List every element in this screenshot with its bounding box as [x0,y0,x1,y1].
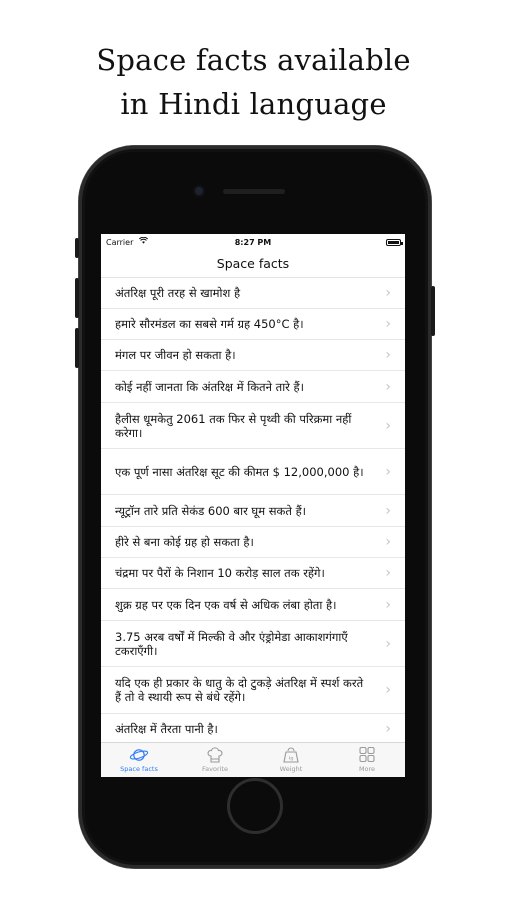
clock: 8:27 PM [234,238,272,247]
tab-more[interactable] [329,743,405,777]
app-screen [101,234,405,777]
nav-title: Space facts [216,256,290,271]
weight-icon [281,746,301,764]
chevron-right-icon: › [385,721,391,737]
tab-label: Weight [279,765,303,773]
svg-text:kg: kg [288,755,294,761]
volume-up-button [75,278,79,318]
tab-weight[interactable] [253,743,329,777]
fact-row[interactable] [101,278,405,309]
home-button[interactable] [227,778,283,834]
carrier-label: Carrier [106,238,134,247]
chevron-right-icon: › [385,417,391,434]
fact-text: न्यूट्रॉन तारे प्रति सेकंड 600 बार घूम सकते हैं। [115,503,307,518]
chevron-right-icon: › [385,596,391,613]
grid-icon [357,746,377,764]
fact-row[interactable] [101,589,405,621]
fact-row[interactable] [101,309,405,340]
fact-text: हमारे सौरमंडल का सबसे गर्म ग्रह 450°C है। [115,317,304,331]
chevron-right-icon: › [385,682,391,698]
fact-row[interactable] [101,495,405,527]
promo-headline [0,38,507,126]
fact-row[interactable] [101,340,405,371]
battery-icon [386,239,401,246]
fact-text: यदि एक ही प्रकार के धातु के दो टुकड़े अंतरिक्ष में स्पर्श करते हैं तो वे स्थायी रूप से बंधे रहेंगे। [115,676,364,704]
tab-label: Favorite [202,765,228,773]
planet-icon [129,746,149,764]
tab-space-facts[interactable] [101,743,177,777]
power-button [431,286,435,336]
earpiece-speaker [223,189,285,194]
tab-label: Space facts [120,765,158,773]
fact-row[interactable] [101,403,405,449]
fact-text: चंद्रमा पर पैरों के निशान 10 करोड़ साल तक रहेंगे। [115,566,325,580]
fact-text: हैलीस धूमकेतु 2061 तक फिर से पृथ्वी की परिक्रमा नहीं करेगा। [115,411,352,440]
fact-row[interactable] [101,527,405,558]
chevron-right-icon: › [385,316,391,332]
fact-text: 3.75 अरब वर्षों में मिल्की वे और एंड्रोमेडा आकाशगंगाएँ टकराएँगी। [115,629,348,658]
fact-text: कोई नहीं जानता कि अंतरिक्ष में कितने तारे हैं। [115,379,305,394]
grid-icon [357,746,377,764]
tab-bar [101,742,405,777]
fact-text: एक पूर्ण नासा अंतरिक्ष सूट की कीमत $ 12,000,000 है। [115,464,364,479]
fact-row[interactable] [101,667,405,714]
mute-switch [75,238,79,258]
fact-row[interactable] [101,714,405,744]
planet-icon [129,746,149,764]
chef-hat-icon [205,746,225,764]
fact-text: शुक्र ग्रह पर एक दिन एक वर्ष से अधिक लंबा होता है। [115,597,337,612]
chevron-right-icon: › [385,635,391,652]
chevron-right-icon: › [385,347,391,363]
fact-row[interactable] [101,371,405,403]
chef-hat-icon [205,746,225,764]
chevron-right-icon: › [385,378,391,395]
fact-row[interactable] [101,449,405,495]
tab-label: More [358,765,376,773]
fact-text: मंगल पर जीवन हो सकता है। [115,348,236,362]
fact-row[interactable] [101,621,405,667]
chevron-right-icon: › [385,565,391,581]
volume-down-button [75,328,79,368]
front-camera [195,187,203,195]
tab-favorite[interactable] [177,743,253,777]
weight-icon [281,746,301,764]
chevron-right-icon: › [385,502,391,519]
fact-text: अंतरिक्ष पूरी तरह से खामोश है [115,286,241,300]
chevron-right-icon: › [385,534,391,550]
chevron-right-icon: › [385,463,391,480]
fact-row[interactable] [101,558,405,589]
status-bar [101,234,405,252]
phone-frame [79,146,431,868]
headline-line-2: in Hindi language [120,87,387,121]
fact-text: अंतरिक्ष में तैरता पानी है। [115,722,218,736]
chevron-right-icon: › [385,285,391,301]
facts-list[interactable] [101,277,405,744]
headline-line-1: Space facts available [96,43,411,77]
fact-text: हीरे से बना कोई ग्रह हो सकता है। [115,535,254,549]
